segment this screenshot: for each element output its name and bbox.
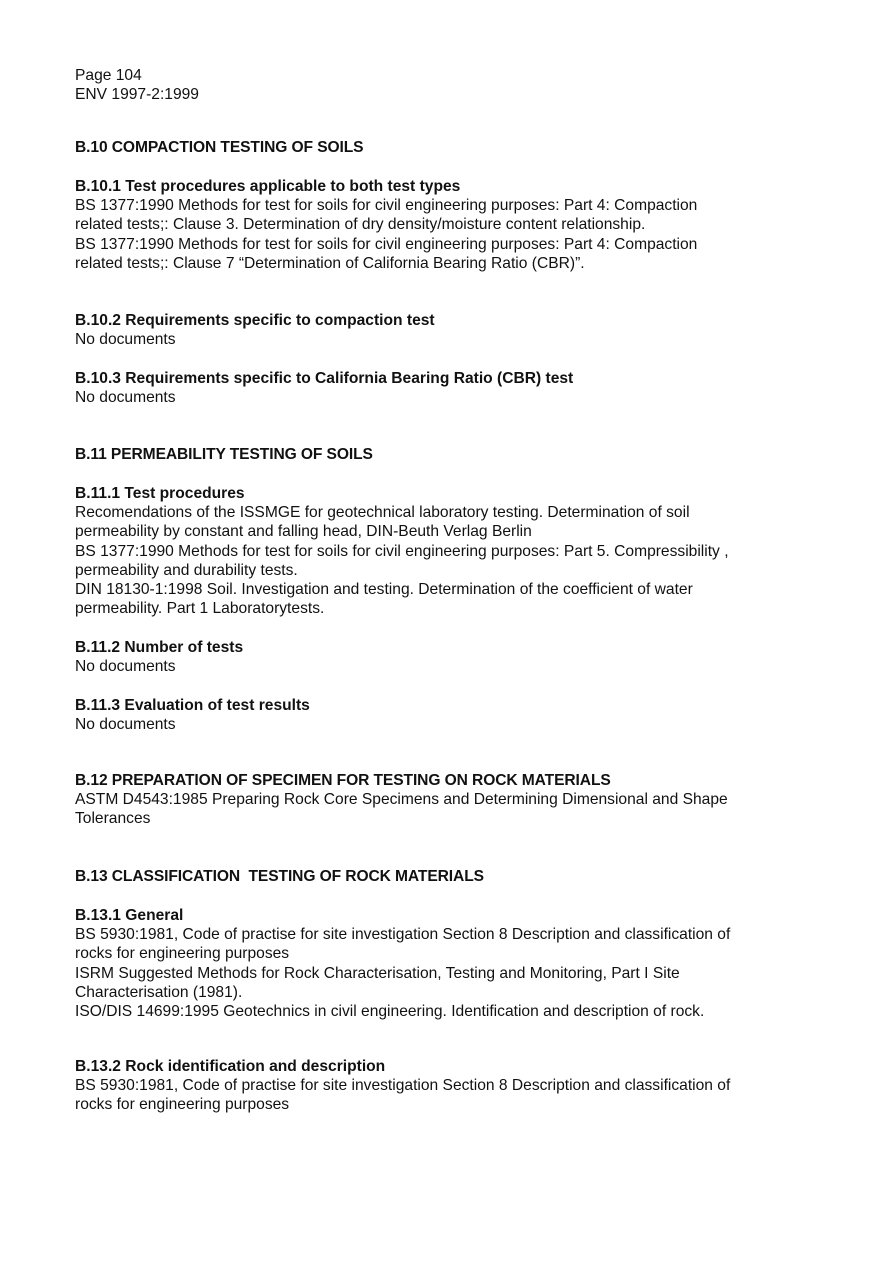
reference-text: BS 1377:1990 Methods for test for soils for civil engineering purposes: Part 5. Compressibility , permeability and durability tests. — [75, 542, 729, 579]
reference-text: BS 5930:1981, Code of practise for site investigation Section 8 Description and classification of rocks for engineering purposes — [75, 1077, 731, 1114]
section-b12 — [75, 771, 740, 829]
reference-text: BS 5930:1981, Code of practise for site investigation Section 8 Description and classification of rocks for engineering purposes — [75, 926, 731, 963]
subsection-title: B.10.3 Requirements specific to California Bearing Ratio (CBR) test — [75, 370, 574, 387]
reference-text: Recomendations of the ISSMGE for geotechnical laboratory testing. Determination of soil permeability by constant and falling head, DIN-Beuth Verlag Berlin — [75, 504, 690, 541]
subsection-b11-3 — [75, 696, 740, 734]
subsection-title: B.11.3 Evaluation of test results — [75, 697, 310, 714]
section-title-b13: B.13 CLASSIFICATION TESTING OF ROCK MATERIALS — [75, 868, 484, 885]
subsection-title: B.13.2 Rock identification and description — [75, 1058, 386, 1075]
page-number: Page 104 — [75, 67, 142, 84]
subsection-b13-1 — [75, 906, 740, 1021]
subsection-title: B.11.1 Test procedures — [75, 485, 245, 502]
reference-text: No documents — [75, 331, 176, 349]
subsection-b11-2 — [75, 638, 740, 676]
subsection-title: B.10.1 Test procedures applicable to both test types — [75, 178, 461, 195]
reference-text: No documents — [75, 658, 176, 676]
subsection-b10-3 — [75, 369, 740, 407]
subsection-b10-2 — [75, 311, 740, 349]
reference-text: BS 1377:1990 Methods for test for soils for civil engineering purposes: Part 4: Compaction related tests;: Clause 7 “Determination of California Bearing Ratio (CBR)”. — [75, 235, 698, 272]
subsection-title: B.10.2 Requirements specific to compaction test — [75, 312, 435, 329]
standard-id: ENV 1997-2:1999 — [75, 86, 199, 104]
reference-text: ISRM Suggested Methods for Rock Characterisation, Testing and Monitoring, Part I Site Characterisation (1981). — [75, 964, 680, 1001]
subsection-title: B.11.2 Number of tests — [75, 639, 244, 656]
section-title-b10: B.10 COMPACTION TESTING OF SOILS — [75, 139, 364, 156]
reference-text: ASTM D4543:1985 Preparing Rock Core Specimens and Determining Dimensional and Shape Tolerances — [75, 791, 728, 828]
reference-text: DIN 18130-1:1998 Soil. Investigation and testing. Determination of the coefficient of water permeability. Part 1 Laboratorytests. — [75, 581, 693, 618]
subsection-b10-1 — [75, 177, 740, 273]
page-header — [75, 66, 199, 104]
reference-text: BS 1377:1990 Methods for test for soils for civil engineering purposes: Part 4: Compaction related tests;: Clause 3. Determination of dry density/moisture content relationship. — [75, 197, 698, 234]
reference-text: ISO/DIS 14699:1995 Geotechnics in civil engineering. Identification and description of rock. — [75, 1003, 705, 1021]
reference-text: No documents — [75, 389, 176, 407]
subsection-b13-2 — [75, 1057, 740, 1115]
subsection-b11-1 — [75, 484, 740, 618]
section-title-b11: B.11 PERMEABILITY TESTING OF SOILS — [75, 446, 373, 463]
subsection-title: B.13.1 General — [75, 907, 184, 924]
reference-text: No documents — [75, 716, 176, 734]
section-title-b12: B.12 PREPARATION OF SPECIMEN FOR TESTING ON ROCK MATERIALS — [75, 772, 611, 789]
